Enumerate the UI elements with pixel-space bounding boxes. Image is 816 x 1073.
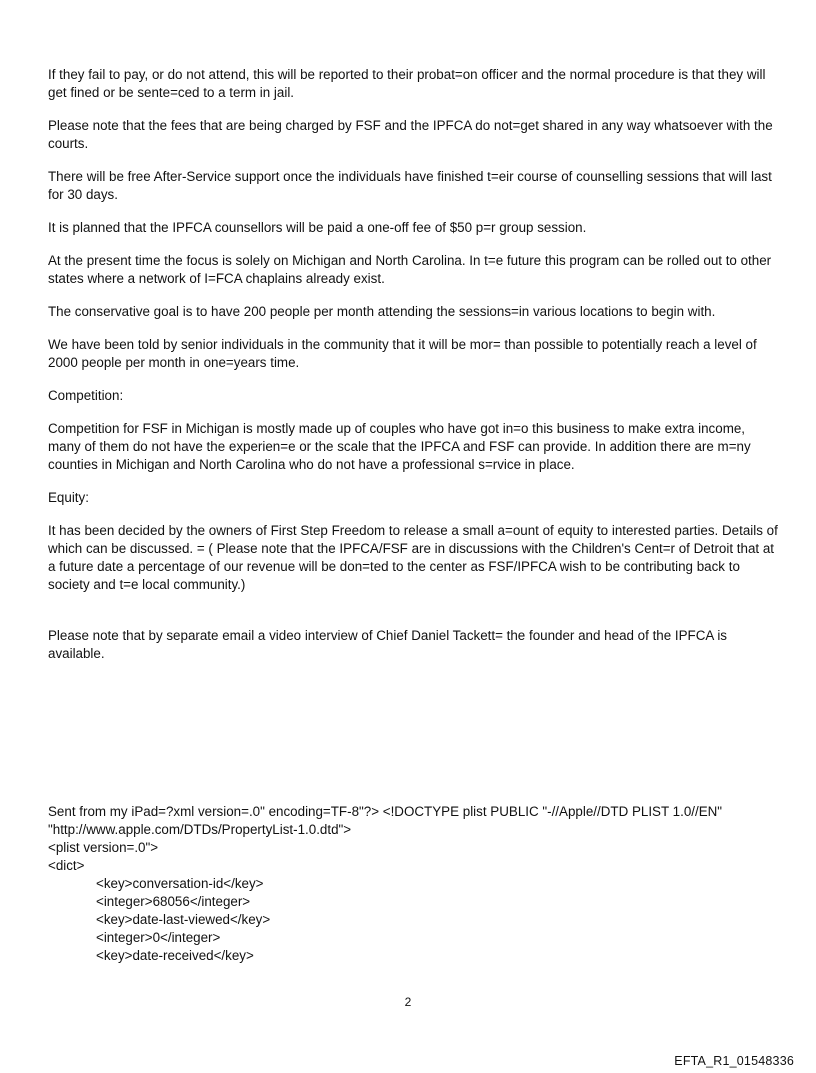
dict-open-line: <dict> <box>48 858 85 873</box>
paragraph-counsellor-fee: It is planned that the IPFCA counsellors will be paid a one-off fee of $50 p=r group session. <box>48 220 587 235</box>
plist-entry: <key>conversation-id</key> <box>96 876 264 891</box>
page-number: 2 <box>404 995 412 1009</box>
paragraph-probation: If they fail to pay, or do not attend, this will be reported to their probat=on officer and the normal procedure is that they will get fined or be sente=ced to a term in jail. <box>48 67 766 100</box>
paragraph-focus-states: At the present time the focus is solely on Michigan and North Carolina. In t=e future this program can be rolled out to other states where a network of I=FCA chaplains already exist. <box>48 253 772 286</box>
paragraph-equity: It has been decided by the owners of First Step Freedom to release a small a=ount of equity to interested parties. Details of which can be discussed. = ( Please note that the IPFCA/FSF are in discussions with the Children's Cent=r of Detroit that at a future date a percentage of our revenue will be don=ted to the center as FSF/IPFCA wish to be contributing back to society and t=e local community.) <box>48 523 778 592</box>
paragraph-potential-reach: We have been told by senior individuals in the community that it will be mor= than possible to potentially reach a level of 2000 people per month in one=years time. <box>48 337 757 370</box>
heading-competition: Competition: <box>48 388 124 403</box>
paragraph-fees: Please note that the fees that are being charged by FSF and the IPFCA do not=get shared in any way whatsoever with the courts. <box>48 118 773 151</box>
document-id: EFTA_R1_01548336 <box>674 1054 794 1068</box>
paragraph-competition: Competition for FSF in Michigan is mostly made up of couples who have got in=o this business to make extra income, many of them do not have the experien=e or the scale that the IPFCA and FSF can provide. In addition there are m=ny counties in Michigan and North Carolina who do not have a professional s=rvice in place. <box>48 421 751 472</box>
heading-equity: Equity: <box>48 490 89 505</box>
document-body <box>48 66 778 965</box>
paragraph-video-interview: Please note that by separate email a video interview of Chief Daniel Tackett= the founder and head of the IPFCA is available. <box>48 628 727 661</box>
sent-from-line: Sent from my iPad=?xml version=.0" encoding=TF-8"?> <!DOCTYPE plist PUBLIC "-//Apple//DTD PLIST 1.0//EN" "http://www.apple.com/DTDs/PropertyList-1.0.dtd"> <box>48 804 723 837</box>
paragraph-conservative-goal: The conservative goal is to have 200 people per month attending the sessions=in various locations to begin with. <box>48 304 716 319</box>
plist-entry: <key>date-last-viewed</key> <box>96 912 271 927</box>
plist-entry: <key>date-received</key> <box>96 948 254 963</box>
blank-spacer <box>48 678 778 803</box>
plist-entry: <integer>68056</integer> <box>96 894 251 909</box>
plist-block <box>48 803 778 965</box>
plist-open-line: <plist version=.0"> <box>48 840 159 855</box>
plist-entry: <integer>0</integer> <box>96 930 221 945</box>
paragraph-after-service: There will be free After-Service support once the individuals have finished t=eir course of counselling sessions that will last for 30 days. <box>48 169 772 202</box>
